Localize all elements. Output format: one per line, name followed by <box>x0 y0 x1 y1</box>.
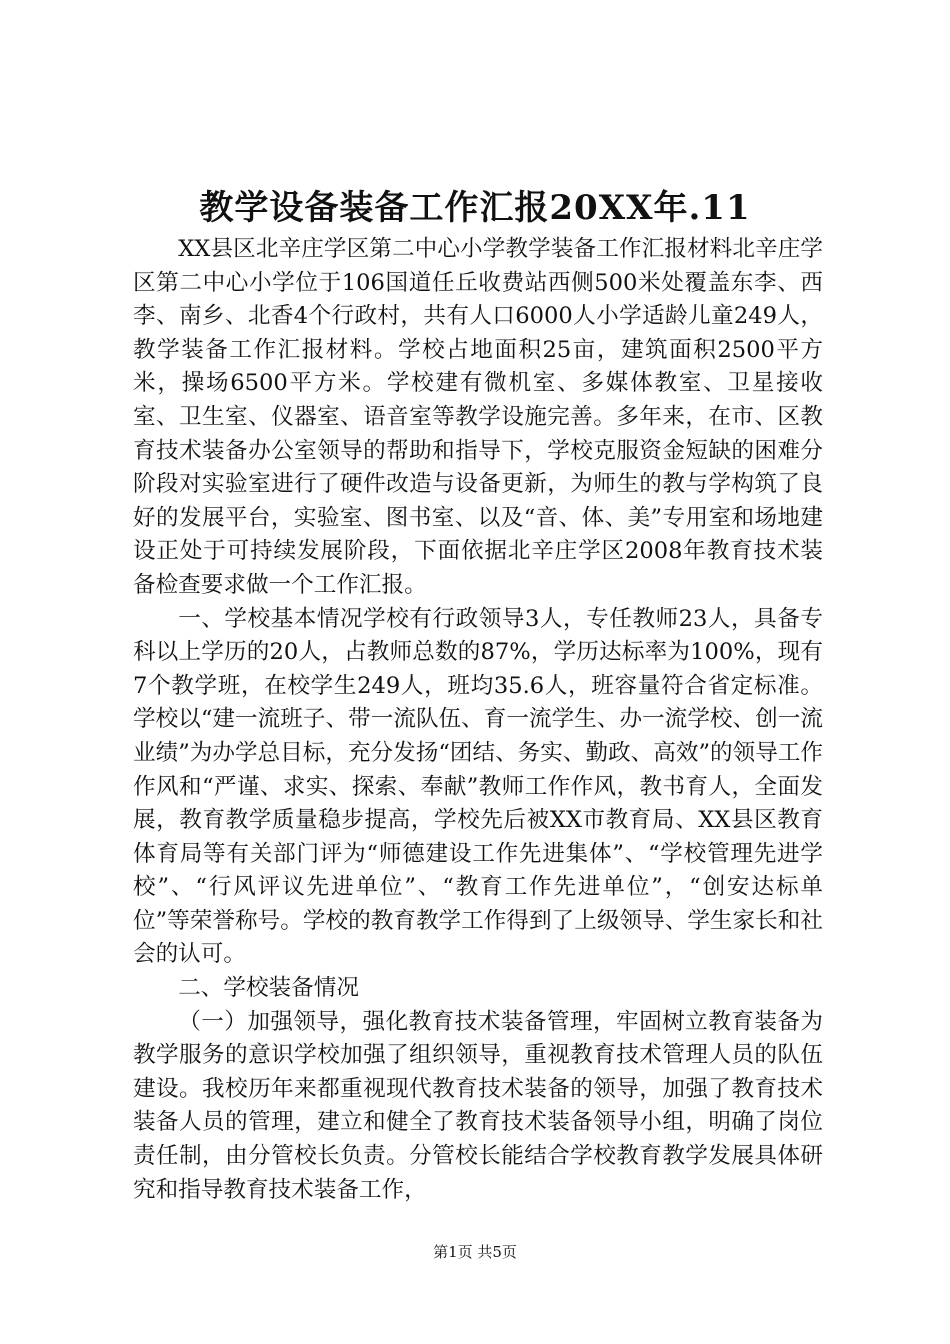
paragraph-basic-info: 一、学校基本情况学校有行政领导3人，专任教师23人，具备专科以上学历的20人，占教师总数的87%，学历达标率为100%，现有7个教学班，在校学生249人，班均35.6人，班容量符合省定标准。学校以“建一流班子、带一流队伍、育一流学生、办一流学校、创一流业绩”为办学总目标，充分发扬“团结、务实、勤政、高效”的领导工作作风和“严谨、求实、探索、奉献”教师工作作风，教书育人，全面发展，教育教学质量稳步提高，学校先后被XX市教育局、XX县区教育体育局等有关部门评为“师德建设工作先进集体”、“学校管理先进学校”、“行风评议先进单位”、“教育工作先进单位”，“创安达标单位”等荣誉称号。学校的教育教学工作得到了上级领导、学生家长和社会的认可。 <box>133 605 823 968</box>
page-indicator: 第1页 共5页 <box>433 1243 517 1261</box>
document-body <box>133 233 823 1207</box>
section-heading-equipment: 二、学校装备情况 <box>178 975 359 1002</box>
paragraph-leadership: （一）加强领导，强化教育技术装备管理，牢固树立教育装备为教学服务的意识学校加强了组织领导，重视教育技术管理人员的队伍建设。我校历年来都重视现代教育技术装备的领导，加强了教育技术装备人员的管理，建立和健全了教育技术装备领导小组，明确了岗位责任制，由分管校长负责。分管校长能结合学校教育教学发展具体研究和指导教育技术装备工作， <box>133 1008 823 1203</box>
document-title: 教学设备装备工作汇报20XX年.11 <box>199 188 751 228</box>
paragraph-intro: XX县区北辛庄学区第二中心小学教学装备工作汇报材料北辛庄学区第二中心小学位于106国道任丘收费站西侧500米处覆盖东李、西李、南乡、北香4个行政村，共有人口6000人小学适龄儿童249人，教学装备工作汇报材料。学校占地面积25亩，建筑面积2500平方米，操场6500平方米。学校建有微机室、多媒体教室、卫星接收室、卫生室、仪器室、语音室等教学设施完善。多年来，在市、区教育技术装备办公室领导的帮助和指导下，学校克服资金短缺的困难分阶段对实验室进行了硬件改造与设备更新，为师生的教与学构筑了良好的发展平台，实验室、图书室、以及“音、体、美”专用室和场地建设正处于可持续发展阶段，下面依据北辛庄学区2008年教育技术装备检查要求做一个工作汇报。 <box>133 236 823 598</box>
